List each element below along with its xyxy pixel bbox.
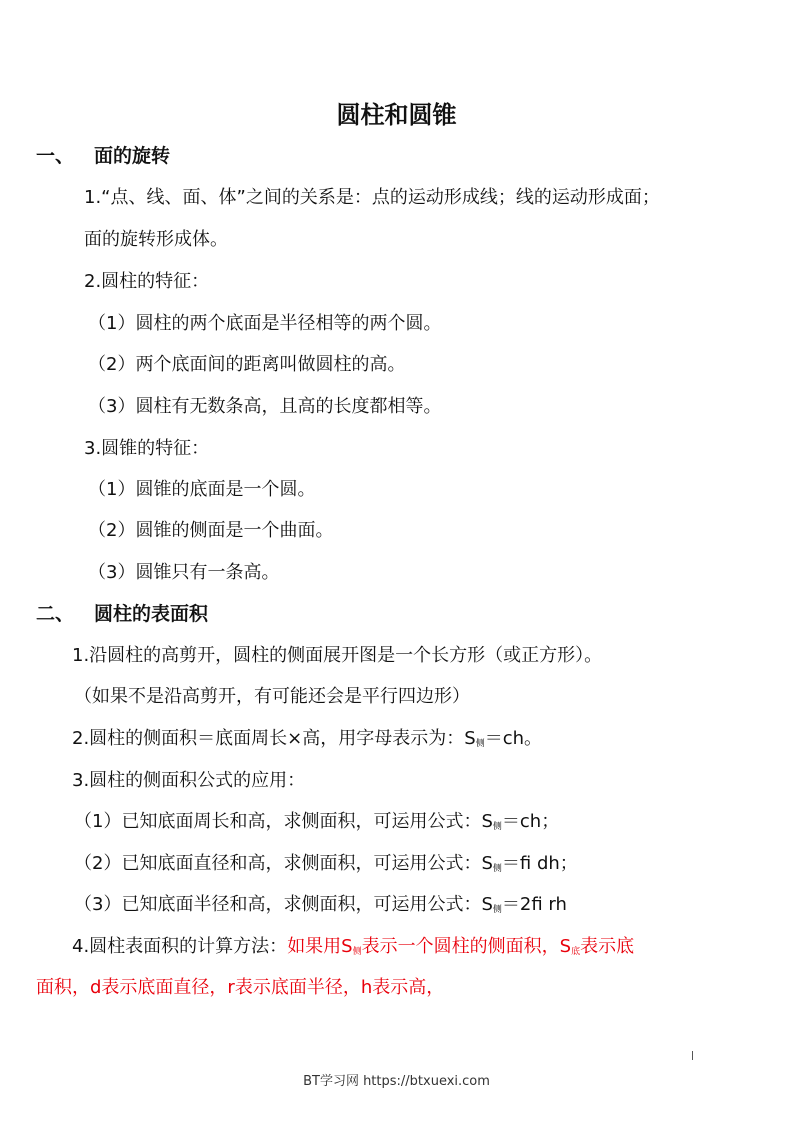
paragraph-line: 1.“点、线、面、体”之间的关系是：点的运动形成线；线的运动形成面； [84,187,660,208]
section-title: 圆柱的表面积 [94,603,209,625]
list-item: （1）圆柱的两个底面是半径相等的两个圆。 [88,313,442,334]
paragraph-line: 面的旋转形成体。 [84,229,228,250]
paragraph-line: 3.圆柱的侧面积公式的应用： [72,770,306,791]
list-item: （2）圆锥的侧面是一个曲面。 [88,520,334,541]
page-title: 圆柱和圆锥 [336,101,457,129]
section-number: 二、 [36,603,75,625]
section-title: 面的旋转 [94,145,171,167]
list-item: （2）两个底面间的距离叫做圆柱的高。 [88,354,406,375]
formula-line: （2）已知底面直径和高，求侧面积，可运用公式：$S_侧=ﬁ$ dh； [74,853,578,874]
section-heading-surface-area [36,600,208,628]
paragraph-line: （如果不是沿高剪开，有可能还会是平行四边形） [74,686,470,707]
paragraph-line: 3.圆锥的特征： [84,438,210,459]
formula-line: 4.圆柱表面积的计算方法：如果用$S_侧$表示一个圆柱的侧面积，$S_底$表示底 [72,936,635,957]
list-item: （3）圆锥只有一条高。 [88,562,280,583]
paragraph-line: 1.沿圆柱的高剪开，圆柱的侧面展开图是一个长方形（或正方形）。 [72,645,603,666]
page-marker [692,1051,693,1060]
paragraph-line: 2.圆柱的特征： [84,271,210,292]
formula-line: （1）已知底面周长和高，求侧面积，可运用公式：$S_侧=ch$； [74,811,560,832]
paragraph-line: 面积，d表示底面直径，r表示底面半径，h表示高， [36,977,445,998]
formula-line: （3）已知底面半径和高，求侧面积，可运用公式：$S_侧=2ﬁ$ rh [74,894,567,915]
list-item: （1）圆锥的底面是一个圆。 [88,479,316,500]
formula-line: 2.圆柱的侧面积＝底面周长×高，用字母表示为：$S_侧=ch$。 [72,728,543,749]
section-heading-rotation [36,142,170,170]
section-number: 一、 [36,145,75,167]
list-item: （3）圆柱有无数条高，且高的长度都相等。 [88,396,442,417]
footer-watermark: BT学习网 https://btxuexi.com [303,1074,490,1089]
